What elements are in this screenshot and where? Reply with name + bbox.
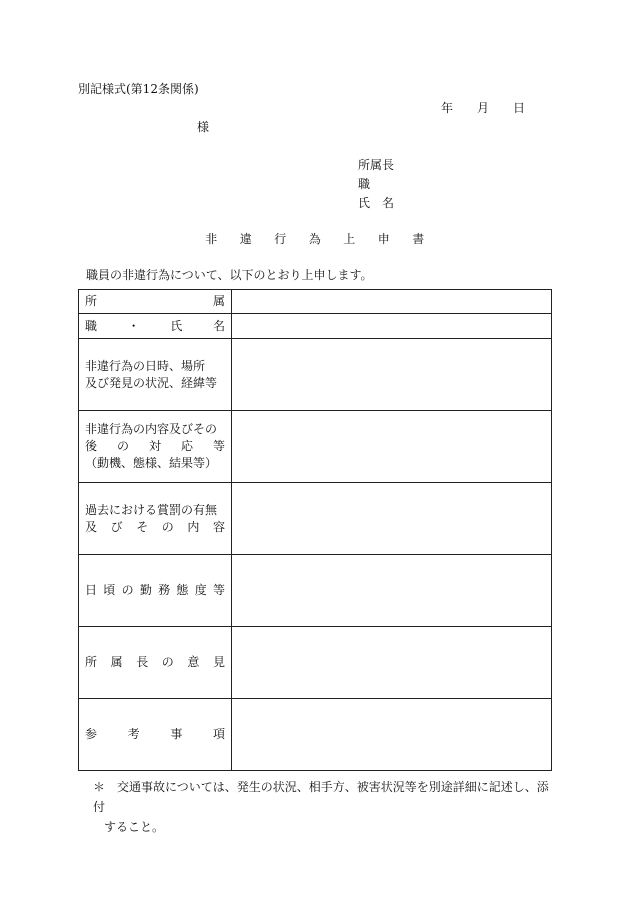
row-label-line: 参 考 事 項 <box>85 727 225 741</box>
form-label: 別記様式(第12条関係) <box>78 82 199 96</box>
row-label <box>79 314 232 339</box>
footnote <box>93 777 553 837</box>
addressee-suffix: 様 <box>197 120 210 134</box>
table-row <box>79 411 552 483</box>
date-day-label: 日 <box>513 101 526 115</box>
row-label-line: 職 ・ 氏 名 <box>85 318 225 333</box>
table-row <box>79 290 552 314</box>
report-table <box>78 289 552 771</box>
table-row <box>79 339 552 411</box>
row-value-field[interactable] <box>232 483 552 555</box>
row-label-line: 所 属 <box>85 294 225 308</box>
sender-block <box>358 156 394 213</box>
date-line <box>441 99 525 116</box>
document-title-char: 行 <box>274 232 287 246</box>
table-row <box>79 483 552 555</box>
row-label <box>79 627 232 699</box>
row-value-field[interactable] <box>232 555 552 627</box>
row-label <box>79 339 232 411</box>
document-title <box>0 230 630 247</box>
row-value-field[interactable] <box>232 314 552 339</box>
row-value-field[interactable] <box>232 290 552 314</box>
row-label <box>79 555 232 627</box>
row-value-field[interactable] <box>232 339 552 411</box>
row-label-line: 後 の 対 応 等 <box>85 439 225 453</box>
table-row <box>79 627 552 699</box>
row-label-line: 所 属 長 の 意 見 <box>85 655 225 669</box>
row-value-field[interactable] <box>232 411 552 483</box>
row-label-line: 非違行為の内容及びその <box>85 422 218 436</box>
row-label <box>79 290 232 314</box>
row-label-line: （動機、態様、結果等） <box>85 456 218 470</box>
row-value-field[interactable] <box>232 627 552 699</box>
document-title-char: 書 <box>412 232 425 246</box>
sender-title: 所属長 <box>358 158 395 172</box>
row-label-line: 及び発見の状況、経緯等 <box>85 375 218 390</box>
sender-position: 職 <box>358 177 371 191</box>
note-line-1: 交通事故については、発生の状況、相手方、被害状況等を別途詳細に記述し、添付 <box>93 780 549 814</box>
note-line-2: すること。 <box>104 820 165 834</box>
date-month-label: 月 <box>477 101 490 115</box>
date-year-label: 年 <box>441 101 454 115</box>
sender-name: 氏 名 <box>358 196 395 210</box>
intro-text: 職員の非違行為について、以下のとおり上申します。 <box>86 268 373 282</box>
row-label-line: 日 頃 の 勤 務 態 度 等 <box>85 583 225 597</box>
document-title-char: 為 <box>308 232 322 246</box>
table-row <box>79 699 552 771</box>
row-label-line: 及 び そ の 内 容 <box>85 519 225 534</box>
document-title-char: 違 <box>239 232 253 246</box>
document-title-char: 非 <box>205 232 218 246</box>
row-label-line: 過去における賞罰の有無 <box>85 502 218 517</box>
note-marker: ＊ <box>93 780 106 794</box>
row-label <box>79 699 232 771</box>
document-title-char: 上 <box>343 232 356 246</box>
row-label <box>79 411 232 483</box>
row-label <box>79 483 232 555</box>
row-label-line: 非違行為の日時、場所 <box>85 358 206 373</box>
table-row <box>79 555 552 627</box>
document-title-char: 申 <box>377 232 391 246</box>
row-value-field[interactable] <box>232 699 552 771</box>
table-row <box>79 314 552 339</box>
